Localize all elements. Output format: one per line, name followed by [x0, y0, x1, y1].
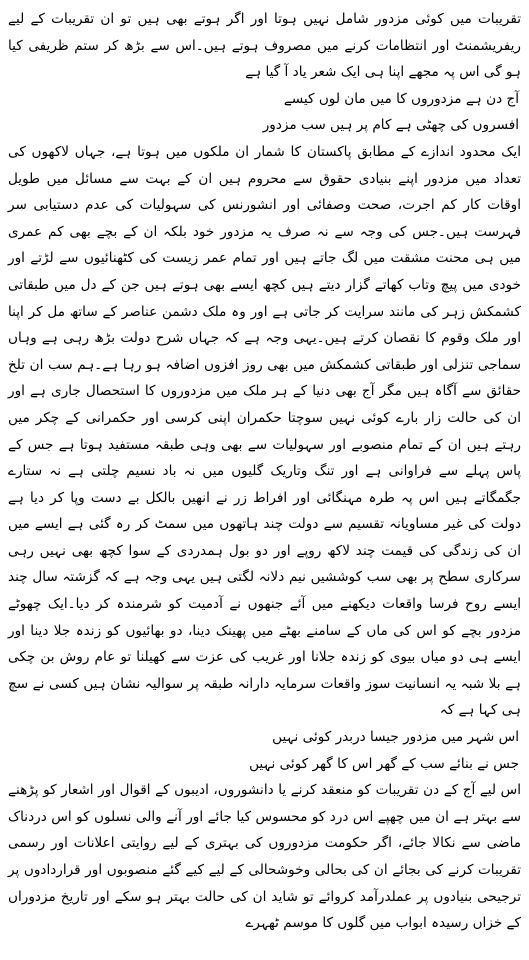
verse-1-line-2: افسروں کی چھٹی ہے کام پر ہیں سب مزدور [262, 117, 519, 134]
verse-1-line-1: آج دن ہے مزدوروں کا میں مان لوں کیسے [283, 90, 519, 107]
verse-2-line-1: اس شہر میں مزدور جیسا دربدر کوئی نہیں [272, 729, 519, 746]
closing-paragraph: اس لیے آج کے دن تقریبات کو منعقد کرنے یا دانشوروں، ادیبوں کے اقوال اور اشعار کو پڑھنے سے بہتر ہے ان میں چھپے اس درد کو محسوس کیا جائے اور آنے والی نسلوں کو اس دردناک ماضی سے نکالا جائے، اگر حکومت مزدوروں کی بہتری کے لیے روایتی اعلانات اور رسمی تقریبات کرنے کی بجائے ان کی بحالی وخوشحالی کے لیے کیے گئے منصوبوں اور قراردادوں پر ترجیحی بنیادوں پر عملدرآمد کروائے تو شاید ان کی حالت بہتر ہو سکے اور تاریخ مزدوراں کے خزاں رسیدہ ابواب میں گلوں کا موسم ٹھہرے [8, 782, 521, 932]
body-paragraph: ایک محدود اندازے کے مطابق پاکستان کا شمار ان ملکوں میں ہوتا ہے، جہاں لاکھوں کی تعداد میں مزدور اپنے بنیادی حقوق سے محروم ہیں ان کے بہت سے مسائل میں طویل اوقات کار کم اجرت، صحت وصفائی اور انشورنس کی سہولیات کی عدم دستیابی سر فہرست ہیں۔جس کی وجہ سے نہ صرف یہ مزدور خود بلکہ ان کے بچے بھی کم عمری میں ہی محنت مشقت میں لگ جاتے ہیں اور تمام عمر زیست کی کٹھنائیوں سے لڑتے اور خودی میں پیچ وتاب کھاتے گزار دیتے ہیں کچھ ایسے بھی ہوتے ہیں جن کے دل میں طبقاتی کشمکش زہر کی مانند سرایت کر جاتی ہے اور وہ ملک دشمن عناصر کے ساتھ مل کر اپنا اور ملک وقوم کا نقصان کرتے ہیں۔یہی وجہ ہے کہ جہاں شرح دولت بڑھ رہی ہے وہاں سماجی تنزلی اور طبقاتی کشمکش میں بھی روز افزوں اضافہ ہو رہا ہے۔ہم سب ان تلخ حقائق سے آگاہ ہیں مگر آج بھی دنیا کے ہر ملک میں مزدوروں کا استحصال جاری ہے اور ان کی حالت زار بارے کوئی نہیں سوچتا حکمران اپنی کرسی اور حکمرانی کے چکر میں رہتے ہیں ان کے تمام منصوبے اور سہولیات سے بھی وہی طبقہ مستفید ہوتا ہے جس کے پاس پہلے سے فراوانی ہے اور تنگ وتاریک گلیوں میں نہ باد نسیم چلتی ہے نہ ستارے جگمگاتے ہیں اس پہ طرہ مہنگائی اور افراط زر نے انھیں بالکل بے دست وپا کر دیا ہے دولت کی غیر مساویانہ تقسیم سے دولت چند ہاتھوں میں سمٹ کر رہ گئی ہے ایسے میں ان کی زندگی کی قیمت چند لاکھ روپے اور دو بول ہمدردی کے سوا کچھ بھی نہیں رہی سرکاری سطح پر بھی سب کوششیں نیم دلانہ لگتی ہیں یہی وجہ ہے کہ گزشتہ سال چند ایسے روح فرسا واقعات دیکھنے میں آئے جنھوں نے آدمیت کو شرمندہ کر دیا۔ایک چھوٹے مزدور بچے کو اس کی ماں کے سامنے بھٹے میں پھینک دینا، دو بھائیوں کو زندہ جلا دینا اور ایسے ہی دو میاں بیوی کو زندہ جلانا اور غریب کی عزت سے کھیلنا تو عام روش بن چکی ہے بلا شبہ یہ انسانیت سوز واقعات سرمایہ دارانہ طبقہ پر سوالیہ نشان ہیں کسی نے سچ ہی کہا ہے کہ [8, 143, 521, 719]
verse-2-line-2: جس نے بنائے سب کے گھر اس کا گھر کوئی نہیں [249, 755, 519, 772]
intro-paragraph: تقریبات میں کوئی مزدور شامل نہیں ہوتا اور اگر ہوتے بھی ہیں تو ان تقریبات کے لیے ریفریشمنٹ اور انتظامات کرنے میں مصروف ہوتے ہیں۔اس سے بڑھ کر ستم ظریفی کیا ہو گی اس پہ مجھے اپنا ہی ایک شعر یاد آ گیا ہے [8, 11, 521, 81]
